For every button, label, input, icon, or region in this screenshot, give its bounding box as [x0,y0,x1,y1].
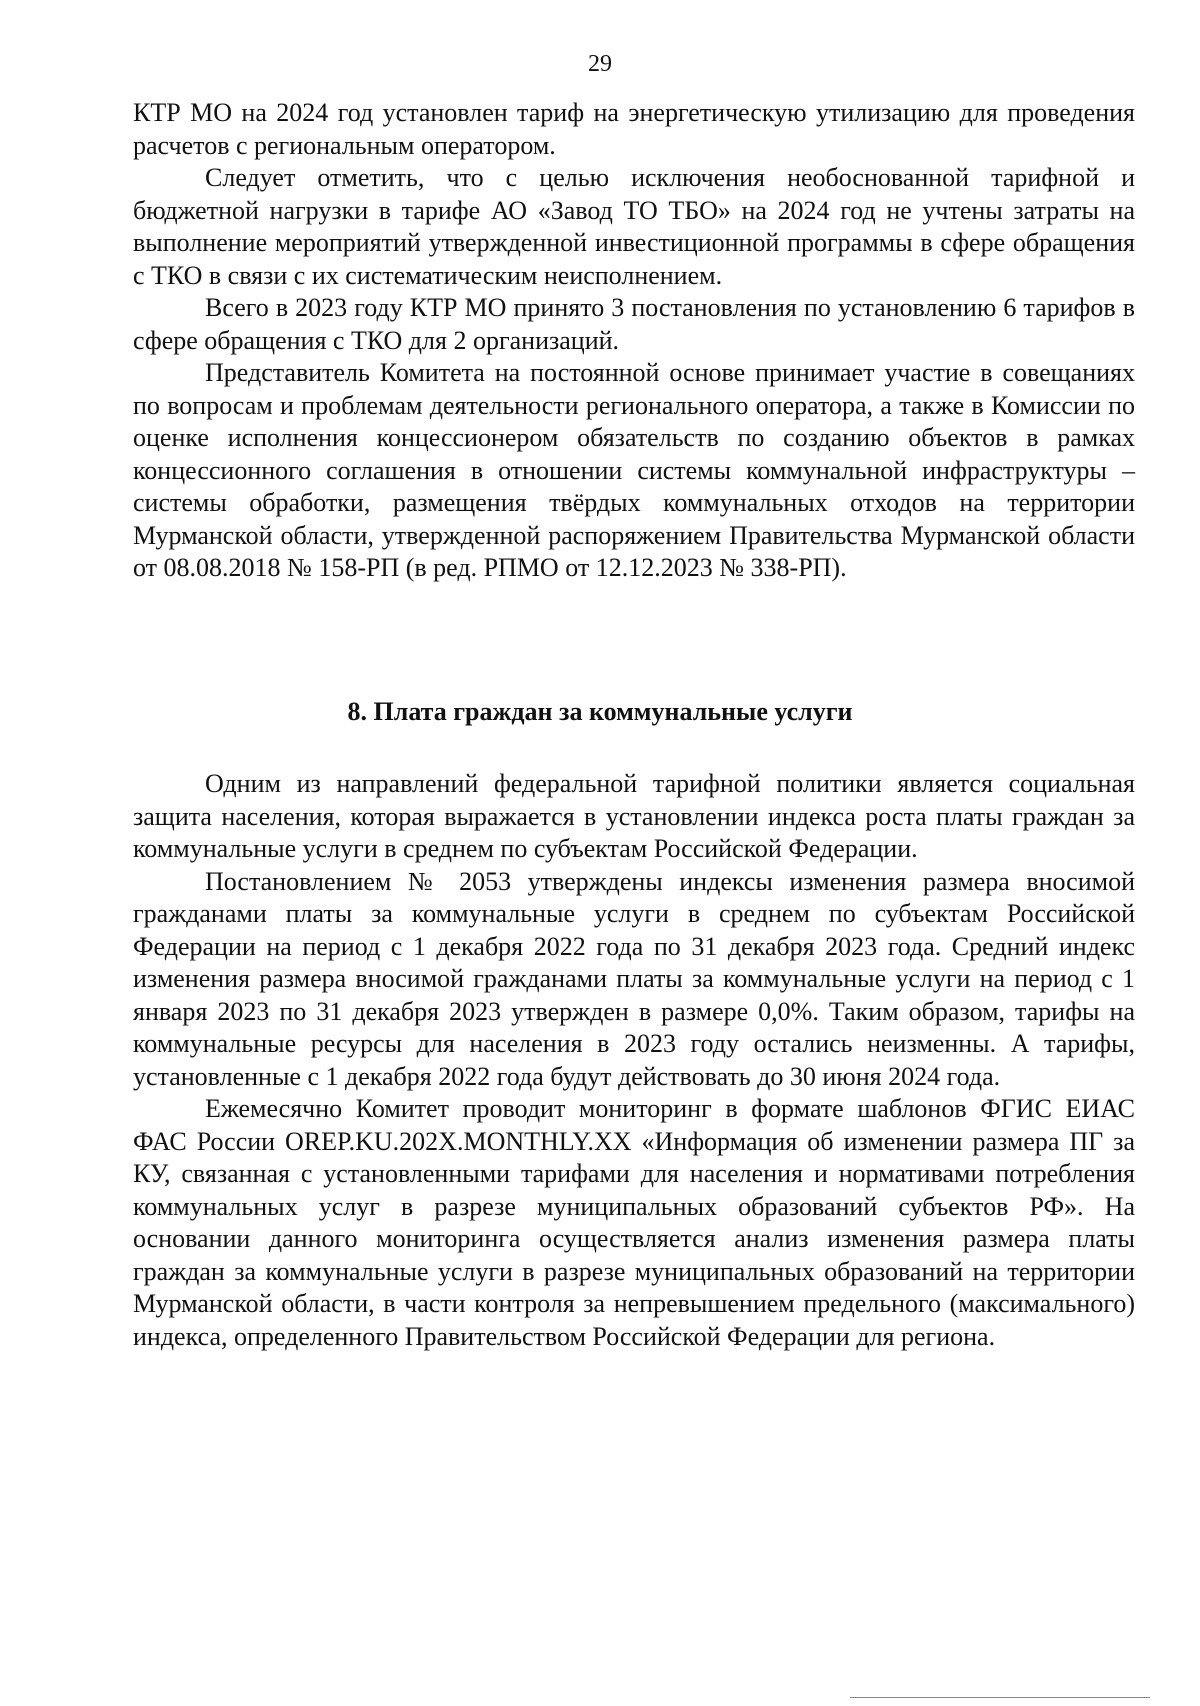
paragraph: Ежемесячно Комитет проводит мониторинг в формате шаблонов ФГИС ЕИАС ФАС России OREP.KU.202X.MONTHLY.XX «Информация об изменении размера ПГ за КУ, связанная с установленными тарифами для населения и нормативами потребления коммунальных услуг в разрезе муниципальных образований субъектов РФ». На основании данного мониторинга осуществляется анализ изменения размера платы граждан за коммунальные услуги в разрезе муниципальных образований на территории Мурманской области, в части контроля за непревышением предельного (максимального) индекса, определенного Правительством Российской Федерации для региона. [133,1094,1135,1351]
body-text-before-heading [133,97,1135,585]
body-text-after-heading [133,768,1135,1353]
paragraph: Одним из направлений федеральной тарифной политики является социальная защита населения, которая выражается в установлении индекса роста платы граждан за коммунальные услуги в среднем по субъектам Российской Федерации. [133,769,1135,863]
paragraph-continuation: КТР МО на 2024 год установлен тариф на энергетическую утилизацию для проведения расчетов с региональным оператором. [133,98,1135,160]
footer-divider [850,1697,1150,1698]
paragraph: Следует отметить, что с целью исключения необоснованной тарифной и бюджетной нагрузки в тарифе АО «Завод ТО ТБО» на 2024 год не учтены затраты на выполнение мероприятий утвержденной инвестиционной программы в сфере обращения с ТКО в связи с их систематическим неисполнением. [133,163,1135,290]
section-heading: 8. Плата граждан за коммунальные услуги [347,697,853,726]
paragraph: Представитель Комитета на постоянной основе принимает участие в совещаниях по вопросам и проблемам деятельности регионального оператора, а также в Комиссии по оценке исполнения концессионером обязательств по созданию объектов в рамках концессионного соглашения в отношении системы коммунальной инфраструктуры – системы обработки, размещения твёрдых коммунальных отходов на территории Мурманской области, утвержденной распоряжением Правительства Мурманской области от 08.08.2018 № 158-РП (в ред. РПМО от 12.12.2023 № 338-РП). [133,358,1135,582]
paragraph: Всего в 2023 году КТР МО принято 3 постановления по установлению 6 тарифов в сфере обращения с ТКО для 2 организаций. [133,293,1135,355]
paragraph: Постановлением № 2053 утверждены индексы изменения размера вносимой гражданами платы за коммунальные услуги в среднем по субъектам Российской Федерации на период с 1 декабря 2022 года по 31 декабря 2023 года. Средний индекс изменения размера вносимой гражданами платы за коммунальные услуги на период с 1 января 2023 по 31 декабря 2023 утвержден в размере 0,0%. Таким образом, тарифы на коммунальные ресурсы для населения в 2023 году остались неизменны. А тарифы, установленные с 1 декабря 2022 года будут действовать до 30 июня 2024 года. [133,866,1135,1091]
page-number: 29 [588,51,612,77]
